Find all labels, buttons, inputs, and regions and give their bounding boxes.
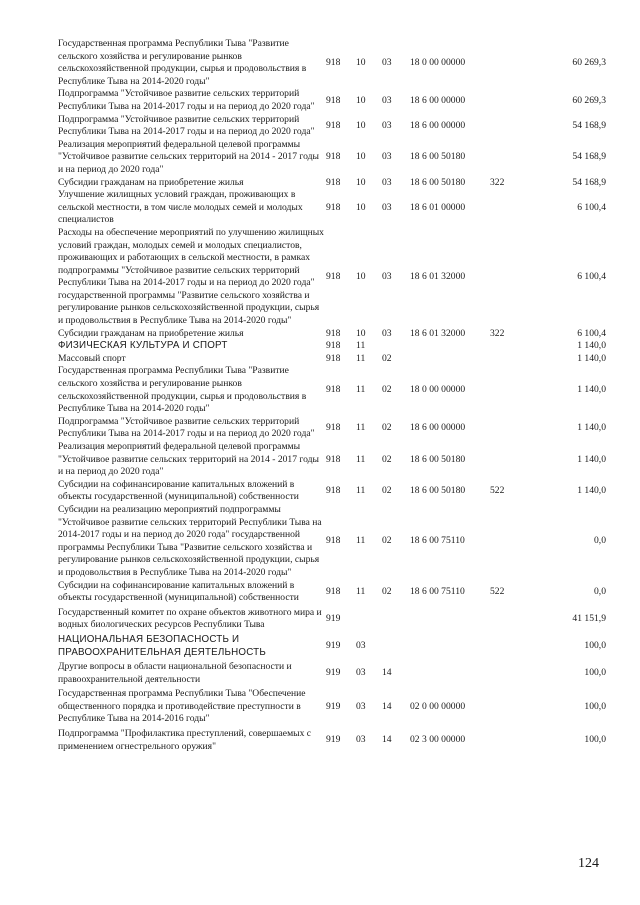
table-row (58, 189, 606, 227)
row-amount: 1 140,0 (577, 485, 606, 497)
row-expense-type (490, 416, 536, 441)
row-amount: 100,0 (584, 734, 606, 746)
row-grbs-code: 918 (326, 119, 341, 131)
row-grbs-code: 919 (326, 667, 341, 679)
row-amount: 54 168,9 (572, 119, 606, 131)
row-target-article: 18 6 01 32000 (410, 327, 466, 339)
row-subsection-code (382, 340, 410, 353)
row-target-article (410, 632, 490, 659)
row-name: Государственная программа Республики Тыва "Развитие сельского хозяйства и регулирование рынков сельскохозяйственной продукции, сырья и продовольствия в Республике Тыва на 2014-2020 годы" (58, 38, 307, 87)
table-row (58, 88, 606, 113)
row-section-code: 03 (356, 667, 366, 679)
row-expense-type: 322 (490, 327, 505, 339)
row-name: Подпрограмма "Устойчивое развитие сельских территорий Республики Тыва на 2014-2017 годы и на период до 2020 года" (58, 88, 315, 112)
row-target-article: 18 6 00 75110 (410, 585, 465, 597)
row-subsection-code: 02 (382, 453, 392, 465)
row-target-article (410, 340, 490, 353)
row-expense-type (490, 504, 536, 580)
row-grbs-code: 918 (326, 453, 341, 465)
row-target-article: 18 6 01 00000 (410, 201, 466, 213)
row-section-code: 11 (356, 340, 366, 352)
row-target-article: 02 0 00 00000 (410, 700, 466, 712)
budget-table-body (58, 38, 606, 753)
row-name: Расходы на обеспечение мероприятий по улучшению жилищных условий граждан, молодых семей и молодых специалистов, проживающих и работающих в сельской местности, в рамках подпрограммы "Устойчивое развитие сельских территорий Республики Тыва на 2014-2017 годы и на период до 2020 года" государственной программы "Развитие сельского хозяйства и регулирование рынков сельскохозяйственной продукции, сырья и продовольствия в Республике Тыва на 2014-2020 годы" (58, 226, 324, 327)
table-row (58, 632, 606, 659)
row-grbs-code: 919 (326, 700, 341, 712)
row-grbs-code: 918 (326, 352, 341, 364)
table-row (58, 38, 606, 88)
row-name: Реализация мероприятий федеральной целевой программы "Устойчивое развитие сельских территорий на 2014 - 2017 годы и на период до 2020 года" (58, 441, 319, 478)
row-name: ФИЗИЧЕСКАЯ КУЛЬТУРА И СПОРТ (58, 340, 228, 352)
row-subsection-code: 14 (382, 667, 392, 679)
row-target-article: 18 6 00 50180 (410, 453, 466, 465)
row-expense-type (490, 686, 536, 726)
row-expense-type: 322 (490, 176, 505, 188)
row-grbs-code: 918 (326, 56, 341, 68)
row-section-code: 11 (356, 422, 366, 434)
row-target-article: 18 6 00 50180 (410, 176, 466, 188)
table-row (58, 114, 606, 139)
row-section-code: 10 (356, 119, 366, 131)
row-section-code: 10 (356, 176, 366, 188)
row-expense-type (490, 365, 536, 415)
row-subsection-code: 02 (382, 422, 392, 434)
row-amount: 1 140,0 (577, 453, 606, 465)
row-amount: 0,0 (594, 535, 606, 547)
row-section-code: 11 (356, 384, 366, 396)
row-expense-type: 522 (490, 485, 505, 497)
row-name: Субсидии гражданам на приобретение жилья (58, 327, 244, 339)
row-section-code: 10 (356, 151, 366, 163)
row-expense-type (490, 340, 536, 353)
row-section-code: 03 (356, 734, 366, 746)
row-amount: 41 151,9 (572, 613, 606, 625)
row-grbs-code: 918 (326, 176, 341, 188)
row-grbs-code: 918 (326, 151, 341, 163)
row-name: Массовый спорт (58, 352, 126, 364)
table-row (58, 365, 606, 415)
page-number: 124 (578, 856, 599, 871)
row-name: Реализация мероприятий федеральной целевой программы "Устойчивое развитие сельских территорий на 2014 - 2017 годы и на период до 2020 года" (58, 138, 319, 175)
row-name: Субсидии на софинансирование капитальных вложений в объекты государственной (муниципальной) собственности (58, 478, 299, 503)
row-amount: 54 168,9 (572, 176, 606, 188)
row-subsection-code: 03 (382, 176, 392, 188)
row-subsection-code: 14 (382, 700, 392, 712)
row-amount: 100,0 (584, 667, 606, 679)
table-row (58, 227, 606, 328)
row-amount: 60 269,3 (572, 94, 606, 106)
row-amount: 100,0 (584, 700, 606, 712)
row-section-code: 10 (356, 270, 366, 282)
row-subsection-code: 03 (382, 201, 392, 213)
row-subsection-code: 03 (382, 119, 392, 131)
table-row (58, 177, 606, 190)
table-row (58, 340, 606, 353)
row-expense-type (490, 353, 536, 366)
row-grbs-code: 918 (326, 201, 341, 213)
row-subsection-code: 03 (382, 94, 392, 106)
row-subsection-code: 02 (382, 535, 392, 547)
row-grbs-code: 918 (326, 327, 341, 339)
row-name: Субсидии гражданам на приобретение жилья (58, 176, 244, 188)
row-section-code: 03 (356, 640, 366, 652)
row-subsection-code: 03 (382, 327, 392, 339)
row-amount: 1 140,0 (577, 352, 606, 364)
row-subsection-code: 02 (382, 485, 392, 497)
row-amount: 100,0 (584, 640, 606, 652)
row-grbs-code: 919 (326, 734, 341, 746)
row-target-article (410, 605, 490, 632)
row-grbs-code: 918 (326, 270, 341, 282)
table-row (58, 416, 606, 441)
row-name: Подпрограмма "Устойчивое развитие сельских территорий Республики Тыва на 2014-2017 годы и на период до 2020 года" (58, 113, 315, 138)
row-subsection-code (382, 632, 410, 659)
row-section-code: 10 (356, 56, 366, 68)
row-name: Подпрограмма "Профилактика преступлений, совершаемых с применением огнестрельного оружия" (58, 728, 312, 752)
row-target-article: 18 6 01 32000 (410, 270, 466, 282)
row-subsection-code: 02 (382, 585, 392, 597)
row-target-article: 18 6 00 50180 (410, 485, 466, 497)
row-grbs-code: 918 (326, 485, 341, 497)
row-name: НАЦИОНАЛЬНАЯ БЕЗОПАСНОСТЬ И ПРАВООХРАНИТЕЛЬНАЯ ДЕЯТЕЛЬНОСТЬ (58, 633, 266, 658)
row-expense-type (490, 227, 536, 328)
row-subsection-code: 14 (382, 734, 392, 746)
row-target-article: 18 6 00 00000 (410, 119, 466, 131)
table-row (58, 353, 606, 366)
row-grbs-code: 918 (326, 535, 341, 547)
row-expense-type: 522 (490, 585, 505, 597)
table-row (58, 504, 606, 580)
row-amount: 60 269,3 (572, 56, 606, 68)
row-amount: 54 168,9 (572, 151, 606, 163)
row-expense-type (490, 189, 536, 227)
row-amount: 1 140,0 (577, 422, 606, 434)
row-amount: 6 100,4 (577, 201, 606, 213)
row-target-article: 18 6 00 50180 (410, 151, 466, 163)
row-name: Государственная программа Республики Тыва "Развитие сельского хозяйства и регулирование рынков сельскохозяйственной продукции, сырья и продовольствия в Республике Тыва на 2014-2020 годы" (58, 365, 307, 415)
row-subsection-code (382, 605, 410, 632)
row-name: Государственная программа Республики Тыва "Обеспечение общественного порядка и противодействие преступности в Республике Тыва на 2014-2016 годы" (58, 688, 306, 725)
row-expense-type (490, 632, 536, 659)
row-amount: 1 140,0 (577, 384, 606, 396)
table-row (58, 441, 606, 479)
table-row (58, 328, 606, 341)
row-subsection-code: 02 (382, 352, 392, 364)
row-expense-type (490, 114, 536, 139)
table-row (58, 726, 606, 753)
row-name: Субсидии на софинансирование капитальных вложений в объекты государственной (муниципальной) собственности (58, 579, 299, 604)
row-grbs-code: 919 (326, 640, 341, 652)
row-target-article (410, 659, 490, 686)
row-amount: 1 140,0 (577, 340, 606, 352)
row-expense-type (490, 139, 536, 177)
row-grbs-code: 918 (326, 422, 341, 434)
row-grbs-code: 918 (326, 585, 341, 597)
row-grbs-code: 918 (326, 340, 341, 352)
row-subsection-code: 02 (382, 384, 392, 396)
row-expense-type (490, 605, 536, 632)
row-name: Улучшение жилищных условий граждан, проживающих в сельской местности, в том числе молодых семей и молодых специалистов (58, 189, 303, 226)
row-expense-type (490, 88, 536, 113)
row-grbs-code: 918 (326, 384, 341, 396)
row-expense-type (490, 726, 536, 753)
table-row (58, 686, 606, 726)
row-section-code: 03 (356, 700, 366, 712)
row-section-code: 11 (356, 485, 366, 497)
row-section-code: 10 (356, 94, 366, 106)
row-target-article: 18 6 00 00000 (410, 422, 466, 434)
row-amount: 6 100,4 (577, 270, 606, 282)
row-name: Субсидии на реализацию мероприятий подпрограммы "Устойчивое развитие сельских территорий Республики Тыва на 2014-2017 годы и на период до 2020 года" государственной программы Республики Тыва "Развитие сельского хозяйства и регулирование рынков сельскохозяйственной продукции, сырья и продовольствия в Республике Тыва на 2014-2020 годы" (58, 503, 322, 578)
table-row (58, 605, 606, 632)
row-target-article: 18 6 00 75110 (410, 535, 465, 547)
row-section-code: 10 (356, 327, 366, 339)
row-expense-type (490, 38, 536, 88)
table-row (58, 580, 606, 605)
row-section-code: 11 (356, 453, 366, 465)
row-subsection-code: 03 (382, 56, 392, 68)
row-target-article: 18 0 00 00000 (410, 56, 466, 68)
row-name: Подпрограмма "Устойчивое развитие сельских территорий Республики Тыва на 2014-2017 годы и на период до 2020 года" (58, 415, 315, 440)
row-grbs-code: 918 (326, 94, 341, 106)
row-section-code: 11 (356, 352, 366, 364)
table-row (58, 479, 606, 504)
row-expense-type (490, 441, 536, 479)
row-section-code: 11 (356, 585, 366, 597)
row-target-article (410, 353, 490, 366)
row-grbs-code: 919 (326, 613, 341, 625)
row-name: Другие вопросы в области национальной безопасности и правоохранительной деятельности (58, 661, 292, 685)
row-section-code (356, 605, 382, 632)
row-target-article: 18 6 00 00000 (410, 94, 466, 106)
table-row (58, 139, 606, 177)
row-section-code: 11 (356, 535, 366, 547)
row-amount: 6 100,4 (577, 327, 606, 339)
budget-table (58, 38, 606, 753)
row-subsection-code: 03 (382, 151, 392, 163)
row-target-article: 18 0 00 00000 (410, 384, 466, 396)
row-subsection-code: 03 (382, 270, 392, 282)
table-row (58, 659, 606, 686)
row-amount: 0,0 (594, 585, 606, 597)
row-section-code: 10 (356, 201, 366, 213)
row-target-article: 02 3 00 00000 (410, 734, 466, 746)
row-expense-type (490, 659, 536, 686)
row-name: Государственный комитет по охране объектов животного мира и водных биологических ресурсов Республики Тыва (58, 606, 322, 631)
